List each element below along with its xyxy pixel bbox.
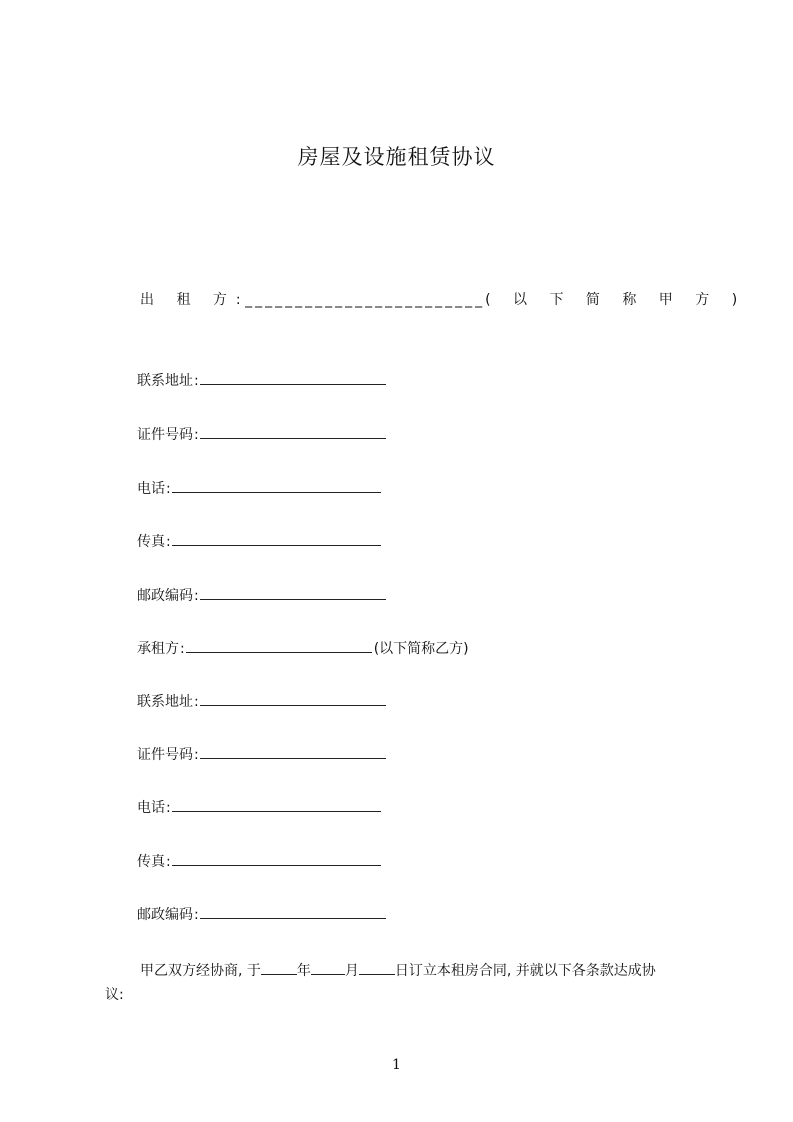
lessor-line	[140, 290, 746, 310]
fill-in-blank	[200, 370, 386, 385]
page-number: 1	[392, 1057, 401, 1073]
intro-text-start: 甲乙双方经协商, 于	[140, 963, 261, 979]
field-colon: :	[194, 907, 199, 923]
intro-paragraph	[105, 958, 705, 1008]
month-label: 月	[344, 963, 359, 979]
party-b-phone-field	[137, 797, 381, 818]
party-b-postcode-field	[137, 904, 386, 925]
field-label: 邮政编码	[137, 907, 193, 923]
field-label: 联系地址	[137, 373, 193, 389]
lessee-line	[137, 638, 469, 659]
fill-in-blank	[186, 638, 372, 653]
field-colon: :	[194, 588, 199, 604]
field-colon: :	[194, 747, 199, 763]
lessor-label: 出 租 方	[140, 292, 236, 308]
intro-line-2: 议:	[105, 987, 124, 1003]
field-colon: :	[166, 854, 171, 870]
fill-in-blank	[200, 744, 386, 759]
intro-text-end: 日订立本租房合同, 并就以下各条款达成协	[394, 963, 656, 979]
document-title: 房屋及设施租赁协议	[297, 145, 496, 169]
lessee-colon: :	[180, 641, 185, 657]
fill-in-blank	[172, 797, 381, 812]
field-colon: :	[166, 481, 171, 497]
party-a-phone-field	[137, 478, 381, 499]
party-a-id-number-field	[137, 424, 386, 445]
field-colon: :	[166, 534, 171, 550]
party-b-id-number-field	[137, 744, 386, 765]
field-label: 证件号码	[137, 427, 193, 443]
party-a-address-field	[137, 370, 386, 391]
fill-in-blank	[200, 424, 386, 439]
fill-in-blank	[200, 691, 386, 706]
fill-in-blank	[200, 585, 386, 600]
intro-line-1	[105, 958, 705, 984]
year-label: 年	[296, 963, 311, 979]
month-blank	[311, 960, 345, 975]
field-label: 联系地址	[137, 694, 193, 710]
lessor-colon: :	[235, 292, 241, 308]
field-label: 电话	[137, 481, 165, 497]
party-a-postcode-field	[137, 585, 386, 606]
field-colon: :	[194, 427, 199, 443]
field-label: 邮政编码	[137, 588, 193, 604]
lessor-name-blank: ________________________	[245, 292, 486, 308]
field-label: 电话	[137, 800, 165, 816]
fill-in-blank	[172, 851, 381, 866]
field-label: 传真	[137, 854, 165, 870]
field-colon: :	[194, 373, 199, 389]
fill-in-blank	[200, 904, 386, 919]
field-label: 证件号码	[137, 747, 193, 763]
fill-in-blank	[172, 478, 381, 493]
field-label: 传真	[137, 534, 165, 550]
party-a-fax-field	[137, 531, 381, 552]
lessee-suffix: (以下简称乙方)	[373, 641, 469, 657]
field-colon: :	[166, 800, 171, 816]
field-colon: :	[194, 694, 199, 710]
lessor-suffix: ( 以 下 简 称 甲 方 )	[485, 292, 747, 308]
lessee-label: 承租方	[137, 641, 179, 657]
fill-in-blank	[172, 531, 381, 546]
party-b-address-field	[137, 691, 386, 712]
day-blank	[359, 960, 395, 975]
year-blank	[261, 960, 297, 975]
party-b-fax-field	[137, 851, 381, 872]
